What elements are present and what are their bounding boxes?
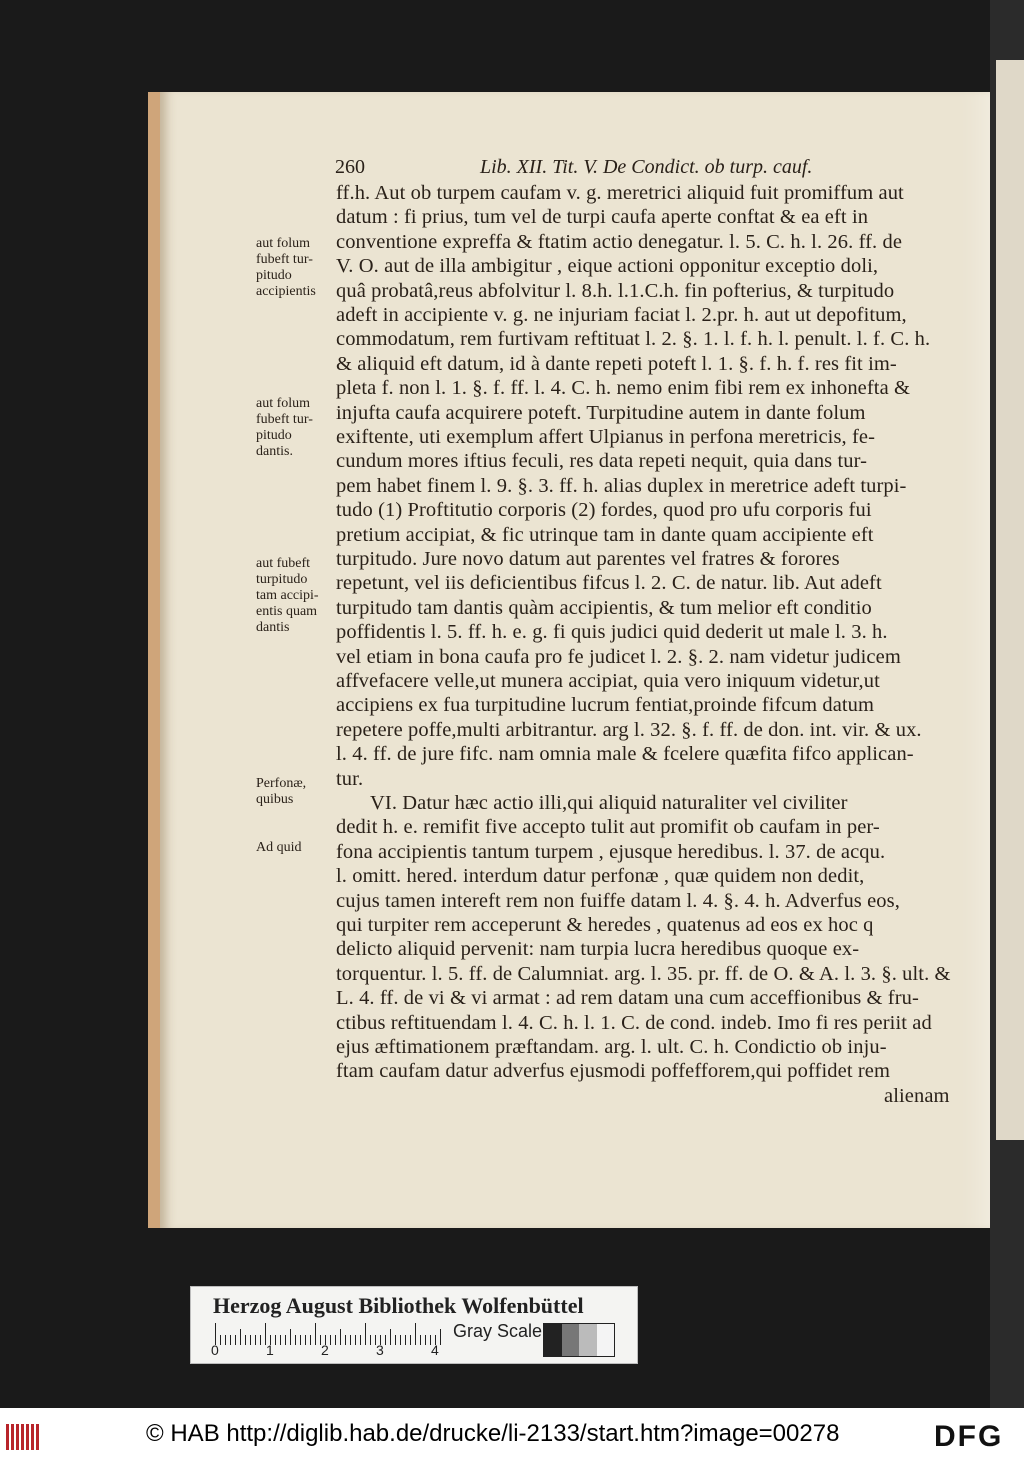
text-line: & aliquid eft datum, id à dante repeti poteft l. 1. §. f. h. f. res fit im-: [336, 352, 897, 375]
text-line: fona accipientis tantum turpem , ejusque heredibus. l. 37. de acqu.: [336, 840, 886, 863]
text-line: torquentur. l. 5. ff. de Calumniat. arg. l. 35. pr. ff. de O. & A. l. 3. §. ult. &: [336, 962, 951, 985]
ruler-number: 2: [321, 1342, 329, 1358]
ruler-number: 4: [431, 1342, 439, 1358]
ruler-number: 3: [376, 1342, 384, 1358]
color-calibration-card: [190, 1286, 638, 1364]
ruler-number: 0: [211, 1342, 219, 1358]
gray-swatch: [562, 1324, 580, 1356]
margin-note: aut fubeft turpitudo tam accipi- entis quam dantis: [256, 556, 319, 635]
gray-scale-swatches: [543, 1323, 615, 1357]
text-line: turpitudo. Jure novo datum aut parentes vel fratres & forores: [336, 548, 840, 570]
text-line: ftam caufam datur adverfus ejusmodi poffefforem,qui poffidet rem: [336, 1060, 891, 1083]
footer-url[interactable]: © HAB http://diglib.hab.de/drucke/li-2133/start.htm?image=00278: [146, 1420, 840, 1447]
text-line: turpitudo tam dantis quàm accipientis, & tum melior eft conditio: [336, 596, 872, 619]
text-line: ff.h. Aut ob turpem caufam v. g. meretrici aliquid fuit promiffum aut: [336, 182, 904, 204]
text-line: commodatum, rem furtivam reftituat l. 2. §. 1. l. f. h. l. penult. l. f. C. h.: [336, 328, 931, 351]
text-line: delicto aliquid pervenit: nam turpia lucra heredibus quoque ex-: [336, 938, 860, 961]
text-line: dedit h. e. remifit five accepto tulit aut promifit ob caufam in per-: [336, 816, 880, 839]
hab-logo-icon: [6, 1424, 40, 1450]
text-line: repetunt, vel iis deficientibus fifcus l. 2. C. de natur. lib. Aut adeft: [336, 572, 882, 595]
gray-swatch: [544, 1324, 562, 1356]
text-line: L. 4. ff. de vi & vi armat : ad rem datam una cum acceffionibus & fru-: [336, 987, 919, 1010]
text-line: poffidentis l. 5. ff. h. e. g. fi quis judici quid dederit ut male l. 3. h.: [336, 621, 888, 644]
margin-note: Ad quid: [256, 840, 302, 855]
ruler: [215, 1323, 445, 1345]
ruler-number: 1: [266, 1342, 274, 1358]
margin-note: aut folum fubeft tur- pitudo accipientis: [256, 236, 316, 299]
text-line: qui turpiter rem acceperunt & heredes , quatenus ad eos ex hoc q: [336, 914, 874, 936]
text-line: ctibus reftituendam l. 4. C. h. l. 1. C. de cond. indeb. Imo fi res periit ad: [336, 1011, 932, 1034]
text-line: tudo (1) Proftitutio corporis (2) fordes, quod pro ufu corporis fui: [336, 499, 872, 522]
text-line: l. 4. ff. de jure fifc. nam omnia male & fcelere quæfita fifco applican-: [336, 743, 914, 766]
text-line: injufta caufa acquirere poteft. Turpitudine autem in dante folum: [336, 401, 866, 424]
dfg-logo: DFG: [934, 1420, 1004, 1453]
text-line: adeft in accipiente v. g. ne injuriam faciat l. 2.pr. h. aut ut depofitum,: [336, 304, 907, 326]
text-line: datum : fi prius, tum vel de turpi caufa aperte conftat & ea eft in: [336, 206, 869, 229]
text-line: vel etiam in bona caufa pro fe judicet l. 2. §. 2. nam videtur judicem: [336, 645, 901, 668]
text-line: tur.: [336, 767, 364, 790]
running-title: Lib. XII. Tit. V. De Condict. ob turp. cauf.: [480, 156, 813, 178]
text-line: repetere poffe,multi arbitrantur. arg l. 32. §. f. ff. de don. int. vir. & ux.: [336, 718, 922, 741]
text-line: cujus tamen intereft rem non fuiffe datam l. 4. §. 4. h. Adverfus eos,: [336, 889, 900, 912]
footer-bar: [0, 1408, 1024, 1461]
text-line: pleta f. non l. 1. §. f. ff. l. 4. C. h. nemo enim fibi rem ex inhonefta &: [336, 377, 911, 400]
text-line: VI. Datur hæc actio illi,qui aliquid naturaliter vel civiliter: [370, 792, 848, 814]
page-number: 260: [335, 156, 365, 178]
text-line: alienam: [884, 1084, 950, 1107]
text-line: ejus æftimationem præftandam. arg. l. ult. C. h. Condictio ob inju-: [336, 1036, 887, 1058]
margin-note: aut folum fubeft tur- pitudo dantis.: [256, 396, 313, 459]
margin-note: Perfonæ, quibus: [256, 776, 307, 807]
text-line: cundum mores iftius feculi, res data repeti nequit, quia dans tur-: [336, 450, 868, 473]
gray-scale-label: Gray Scale: [453, 1321, 543, 1341]
card-title: Herzog August Bibliothek Wolfenbüttel: [213, 1293, 584, 1318]
text-line: conventione expreffa & ftatim actio denegatur. l. 5. C. h. l. 26. ff. de: [336, 230, 903, 253]
text-line: l. omitt. hered. interdum datur perfonæ , quæ quidem non dedit,: [336, 865, 865, 888]
text-line: accipiens ex fua turpitudine lucrum fentiat,proinde fifcum datum: [336, 694, 875, 717]
text-line: V. O. aut de illa ambigitur , eique actioni opponitur exceptio doli,: [336, 255, 879, 278]
text-line: pretium accipiat, & fic utrinque tam in dante quam accipiente eft: [336, 523, 874, 546]
gray-swatch: [597, 1324, 615, 1356]
text-line: exiftente, uti exemplum affert Ulpianus in perfona meretricis, fe-: [336, 426, 876, 448]
text-line: affvefacere velle,ut munera accipiat, quia vero iniquum videtur,ut: [336, 670, 880, 692]
text-line: quâ probatâ,reus abfolvitur l. 8.h. l.1.C.h. fin pofterius, & turpitudo: [336, 279, 895, 302]
gray-swatch: [579, 1324, 597, 1356]
text-line: pem habet finem l. 9. §. 3. ff. h. alias duplex in meretrice adeft turpi-: [336, 474, 907, 497]
facing-page-strip: [990, 0, 1024, 1408]
